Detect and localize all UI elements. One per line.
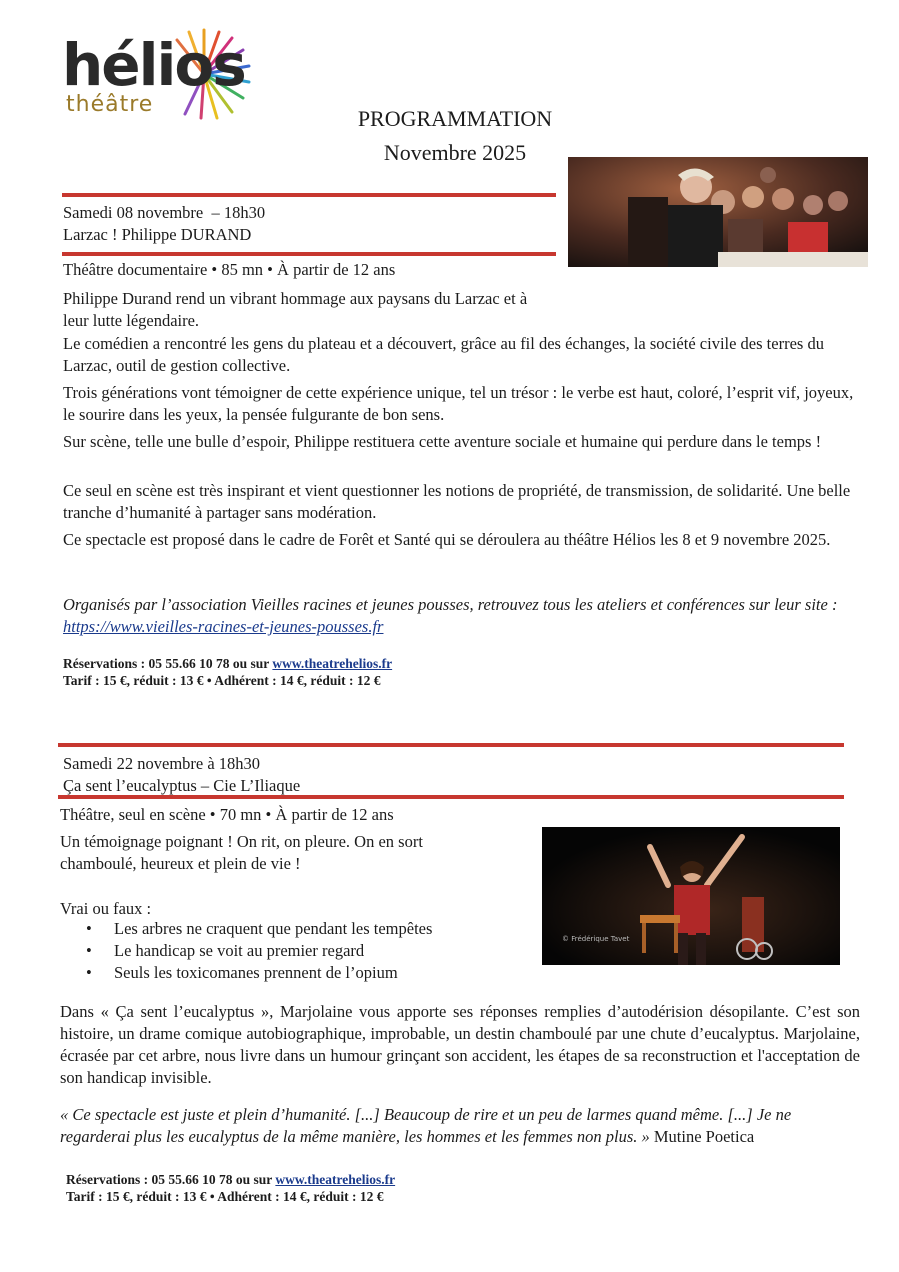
event1-paragraph-3: Trois générations vont témoigner de cette expérience unique, tel un trésor : le verbe est haut, coloré, l’esprit vif, joyeux, le sourire dans les yeux, la pensée fulgurante de bon sens. [63,383,854,424]
event1-tarif: Tarif : 15 €, réduit : 13 € • Adhérent : 14 €, réduit : 12 € [63,673,381,688]
event2-top-rule [58,743,844,747]
event1-bottom-rule [62,252,556,256]
title-month: Novembre 2025 [383,140,527,165]
event1-organized-note [63,594,863,638]
performer-photo-image [542,827,840,965]
organized-link[interactable]: https://www.vieilles-racines-et-jeunes-pousses.fr [63,617,384,636]
event2-quote-block [60,1104,860,1148]
helios-logo [62,26,252,126]
event2-photo [542,827,840,965]
event1-date: Samedi 08 novembre – 18h30 [63,203,266,222]
event2-bottom-rule [58,795,844,799]
bullet-item: • Seuls les toxicomanes prennent de l’opium [60,962,520,984]
event2-description: Dans « Ça sent l’eucalyptus », Marjolaine vous apporte ses réponses remplies d’autodérision désopilante. C’est son histoire, un drame comique autobiographique, improbable, un destin chamboulé par une chute d’eucalyptus. Marjolaine, écrasée par cet arbre, nous livre dans un humour grinçant son accident, les étapes de sa reconstruction et l'acceptation de son handicap invisible. [60,1002,860,1087]
event1-reservation-link[interactable]: www.theatrehelios.fr [272,656,393,671]
event1-meta: Théâtre documentaire • 85 mn • À partir de 12 ans [63,260,396,279]
bullet-item: • Le handicap se voit au premier regard [60,940,520,962]
event2-reservation [66,1171,395,1189]
event1-reservation [63,655,392,673]
event2-question: Vrai ou faux : [60,899,152,918]
event1-paragraph-2: Le comédien a rencontré les gens du plateau et a découvert, grâce au fil des échanges, la société civile des terres du Larzac, outil de gestion collective. [63,334,824,375]
event1-paragraph-5: Ce seul en scène est très inspirant et vient questionner les notions de propriété, de transmission, de solidarité. Une belle tranche d’humanité à partager sans modération. [63,481,851,522]
event2-tarif: Tarif : 15 €, réduit : 13 € • Adhérent : 14 €, réduit : 12 € [66,1189,384,1204]
logo-sub-text: théâtre [66,92,154,117]
logo-main-text: hélios [62,31,245,99]
organized-text: Organisés par l’association Vieilles racines et jeunes pousses, retrouvez tous les ateliers et conférences sur leur site : [63,595,838,614]
event2-intro: Un témoignage poignant ! On rit, on pleure. On en sort chamboulé, heureux et plein de vie ! [60,832,423,873]
event1-reservation-text: Réservations : 05 55.66 10 78 ou sur [63,656,273,671]
event2-bullet-list [60,918,520,984]
event2-quote-author: Mutine Poetica [649,1127,755,1146]
title-programmation: PROGRAMMATION [357,106,553,131]
page-title [300,102,610,170]
event2-show-title: Ça sent l’eucalyptus – Cie L’Iliaque [63,776,301,795]
event2-date: Samedi 22 novembre à 18h30 [63,754,261,773]
event2-reservation-link[interactable]: www.theatrehelios.fr [275,1172,396,1187]
event1-paragraph-4: Sur scène, telle une bulle d’espoir, Philippe restituera cette aventure sociale et humaine qui perdure dans le temps ! [63,432,822,451]
event2-meta: Théâtre, seul en scène • 70 mn • À partir de 12 ans [60,805,394,824]
event1-paragraph-6: Ce spectacle est proposé dans le cadre de Forêt et Santé qui se déroulera au théâtre Hélios les 8 et 9 novembre 2025. [63,530,831,549]
event2-reservation-text: Réservations : 05 55.66 10 78 ou sur [66,1172,276,1187]
event1-paragraph-1: Philippe Durand rend un vibrant hommage aux paysans du Larzac et à leur lutte légendaire. [63,289,528,330]
bullet-item: • Les arbres ne craquent que pendant les tempêtes [60,918,520,940]
audience-photo-image [568,157,868,267]
event1-photo [568,157,868,267]
photo-credit: © Frédérique Tavet [562,935,630,943]
event1-show-title: Larzac ! Philippe DURAND [63,225,252,244]
event1-top-rule [62,193,556,197]
event2-quote: « Ce spectacle est juste et plein d’humanité. [...] Beaucoup de rire et un peu de larmes quand même. [...] Je ne regarderai plus les eucalyptus de la même manière, les hommes et les femmes non plus. » [60,1105,792,1146]
